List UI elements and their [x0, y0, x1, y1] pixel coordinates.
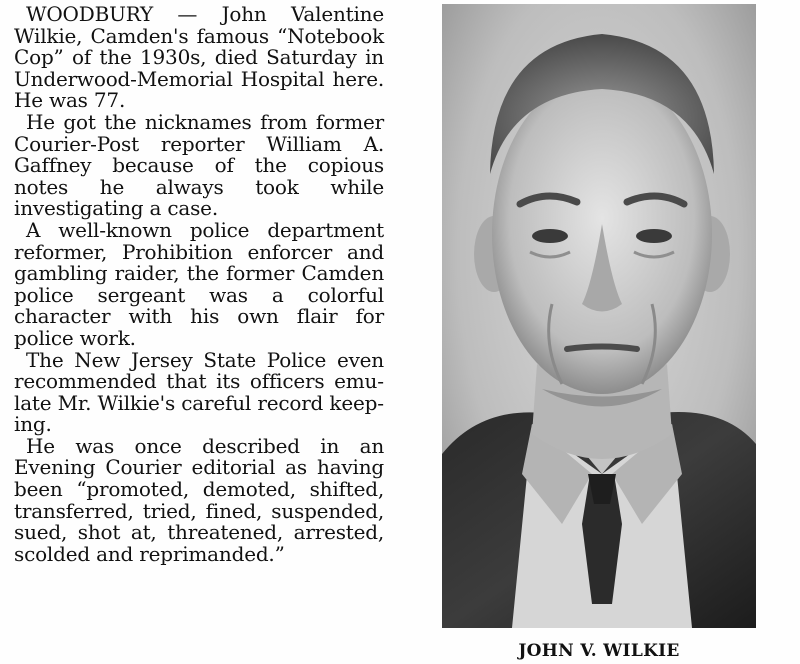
article-paragraph-3: A well-known police department reformer, Prohibition enforcer and gambling raider, the former Camden police sergeant was a colorful character with his own flair for police work. [14, 217, 384, 350]
portrait-photo [442, 4, 756, 628]
photo-caption: JOHN V. WILKIE [518, 641, 680, 661]
article-paragraph-4: The New Jersey State Police even recommended that its officers emulate Mr. Wilkie's careful record keeping. [14, 347, 384, 437]
article-paragraph-5: He was once described in an Evening Courier editorial as having been “promoted, demoted, shifted, transferred, tried, fined, suspended, sued, shot at, threatened, arrested, scolded and reprimanded.” [14, 433, 384, 566]
obituary-article [14, 4, 384, 565]
portrait-image [442, 4, 756, 628]
article-paragraph-1: WOODBURY — John Valentine Wilkie, Camden's famous “Notebook Cop” of the 1930s, died Saturday in Underwood-Memorial Hospital here. He was 77. [14, 2, 384, 113]
article-paragraph-2: He got the nicknames from former Courier-Post reporter William A. Gaffney because of the copious notes he always took while investigating a case. [14, 109, 384, 221]
